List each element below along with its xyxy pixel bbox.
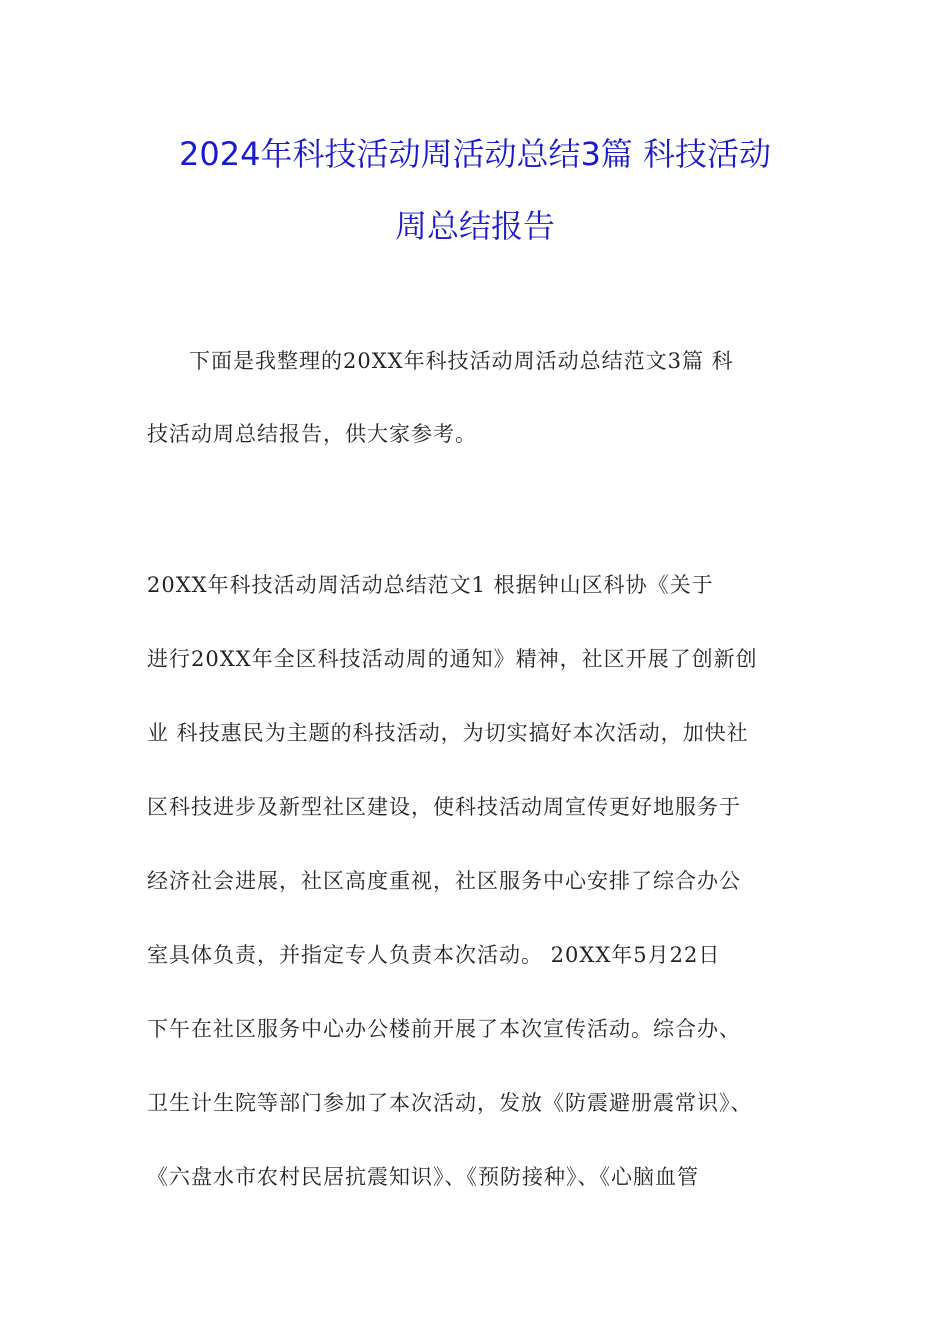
- body-line-1: 20XX年科技活动周活动总结范文1 根据钟山区科协《关于: [147, 573, 714, 597]
- body-line-9: 《六盘水市农村民居抗震知识》、《预防接种》、《心脑血管: [147, 1165, 699, 1189]
- intro-line-1: 下面是我整理的20XX年科技活动周活动总结范文3篇 科: [189, 349, 734, 373]
- document-title-line-1: 2024年科技活动周活动总结3篇 科技活动: [179, 135, 771, 173]
- document-title-line-2: 周总结报告: [394, 207, 555, 245]
- body-line-5: 经济社会进展，社区高度重视，社区服务中心安排了综合办公: [147, 869, 741, 893]
- body-line-3: 业 科技惠民为主题的科技活动，为切实搞好本次活动，加快社: [147, 721, 749, 745]
- body-line-7: 下午在社区服务中心办公楼前开展了本次宣传活动。综合办、: [147, 1017, 741, 1041]
- body-line-6: 室具体负责，并指定专人负责本次活动。 20XX年5月22日: [147, 943, 721, 967]
- body-line-8: 卫生计生院等部门参加了本次活动，发放《防震避册震常识》、: [147, 1091, 753, 1115]
- body-line-2: 进行20XX年全区科技活动周的通知》精神，社区开展了创新创: [147, 647, 758, 671]
- intro-line-2: 技活动周总结报告，供大家参考。: [147, 422, 477, 446]
- body-line-4: 区科技进步及新型社区建设，使科技活动周宣传更好地服务于: [147, 795, 741, 819]
